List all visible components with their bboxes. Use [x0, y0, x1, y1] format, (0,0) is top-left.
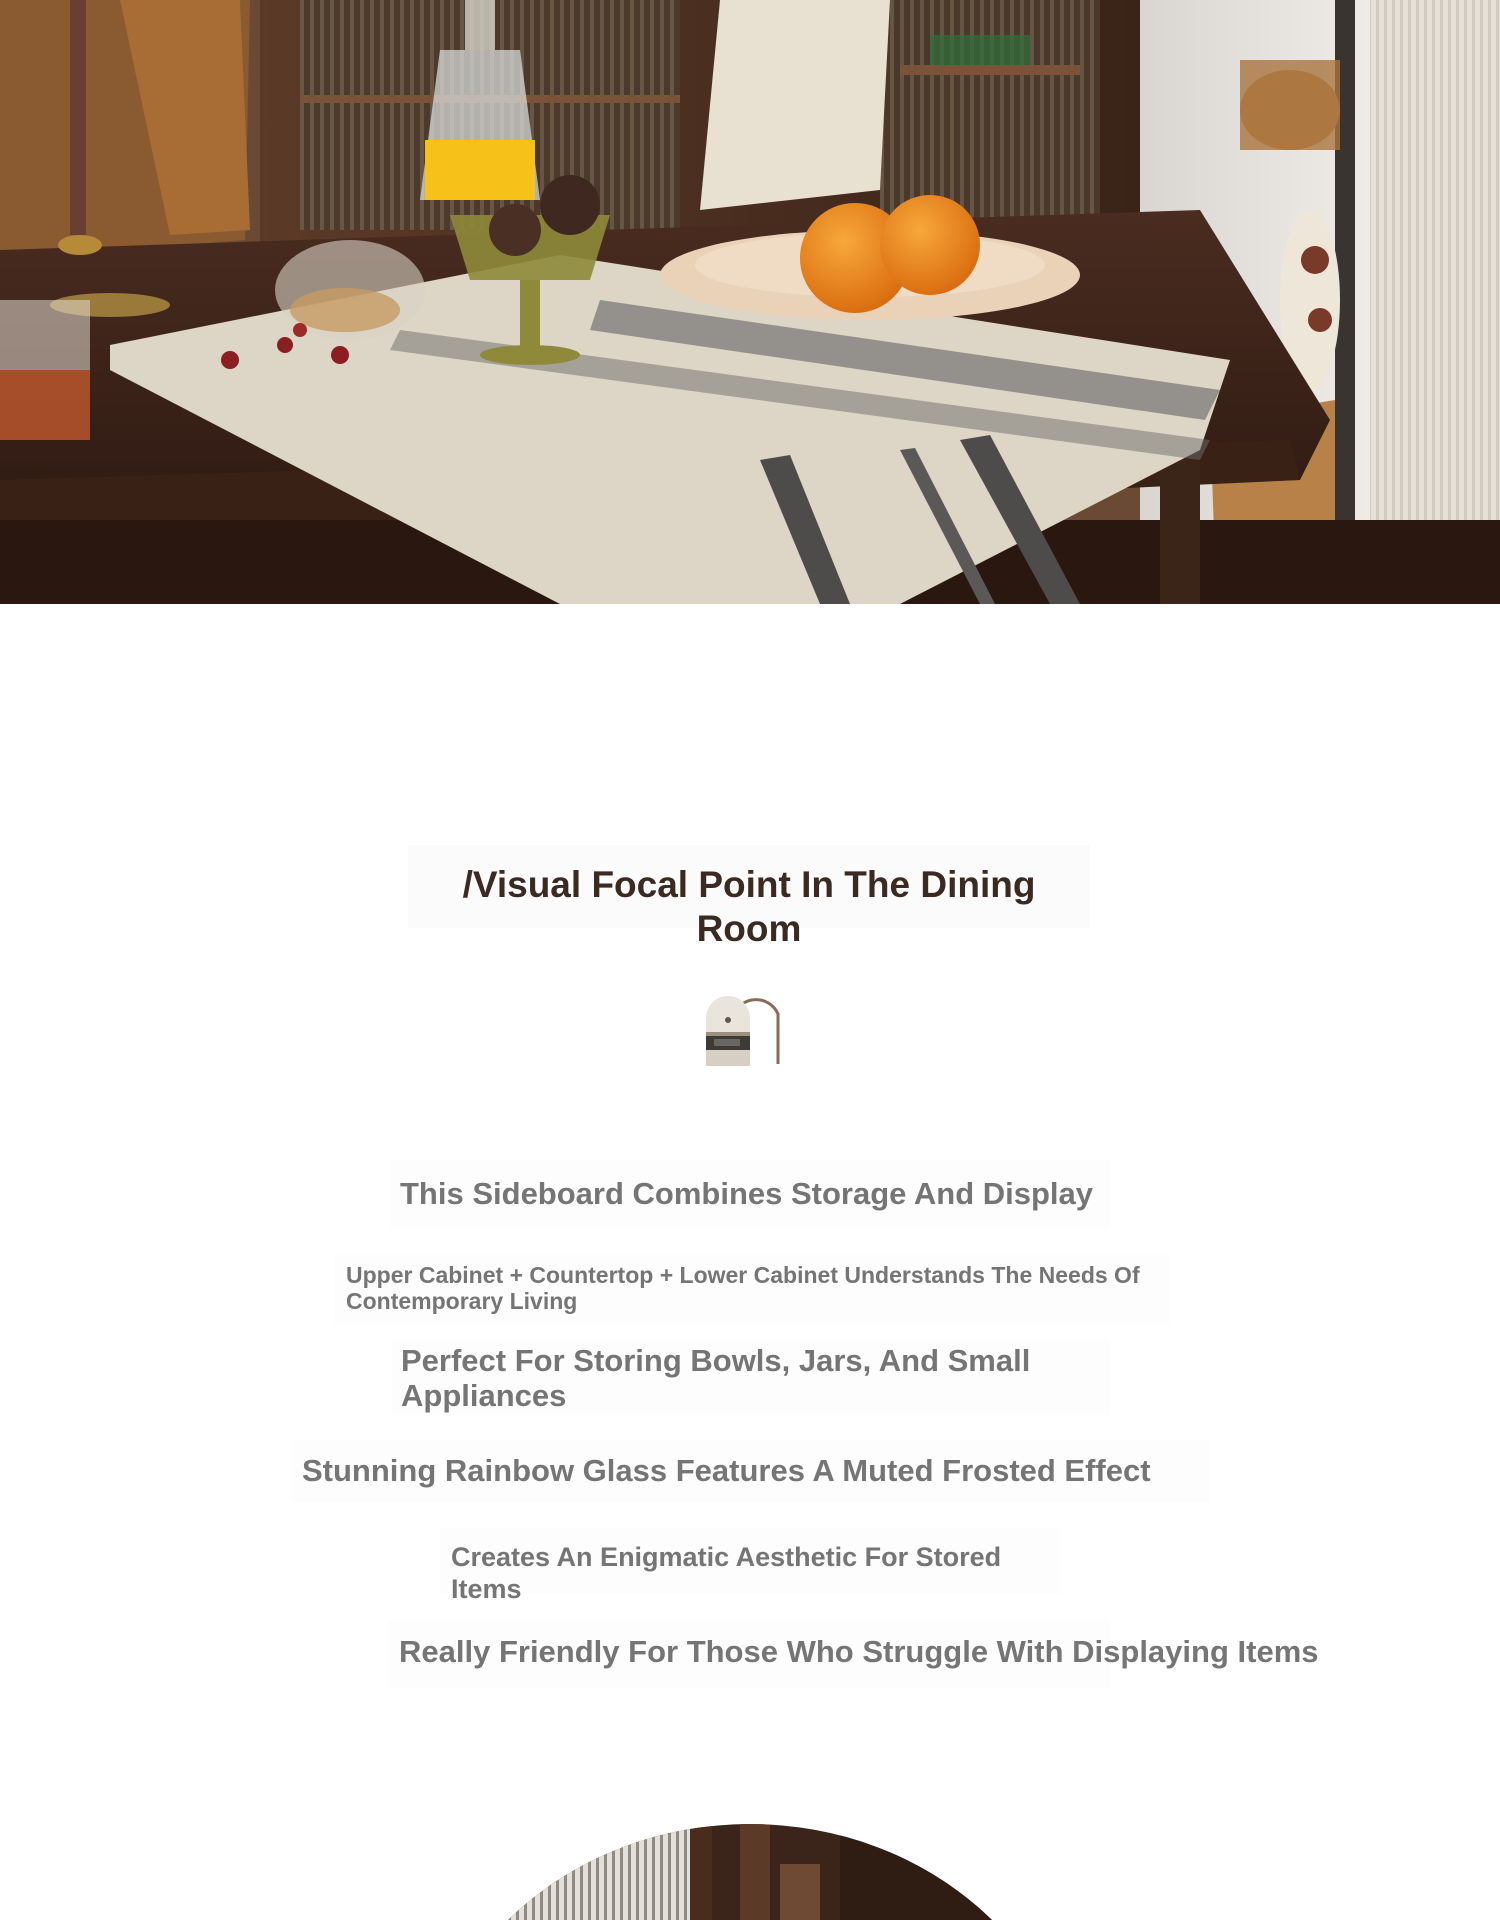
- feature-display-friendly: Really Friendly For Those Who Struggle With Displaying Items: [388, 1620, 1110, 1688]
- hero-dining-photo: [0, 0, 1500, 604]
- feature-storage-display: This Sideboard Combines Storage And Display: [390, 1160, 1110, 1228]
- feature-enigmatic-aesthetic: Creates An Enigmatic Aesthetic For Stored Items: [440, 1528, 1060, 1594]
- dining-table-photo-icon: [0, 0, 1500, 604]
- feature-cabinet-structure: Upper Cabinet + Countertop + Lower Cabinet Understands The Needs Of Contemporary Living: [334, 1255, 1170, 1323]
- feature-storing-items: Perfect For Storing Bowls, Jars, And Small Appliances: [392, 1340, 1110, 1415]
- section-heading: /Visual Focal Point In The Dining Room: [408, 845, 1090, 928]
- arched-sideboard-photo-icon: [420, 1824, 1080, 1920]
- feature-rainbow-glass: Stunning Rainbow Glass Features A Muted Frosted Effect: [292, 1440, 1210, 1502]
- sideboard-icon: [704, 984, 780, 1068]
